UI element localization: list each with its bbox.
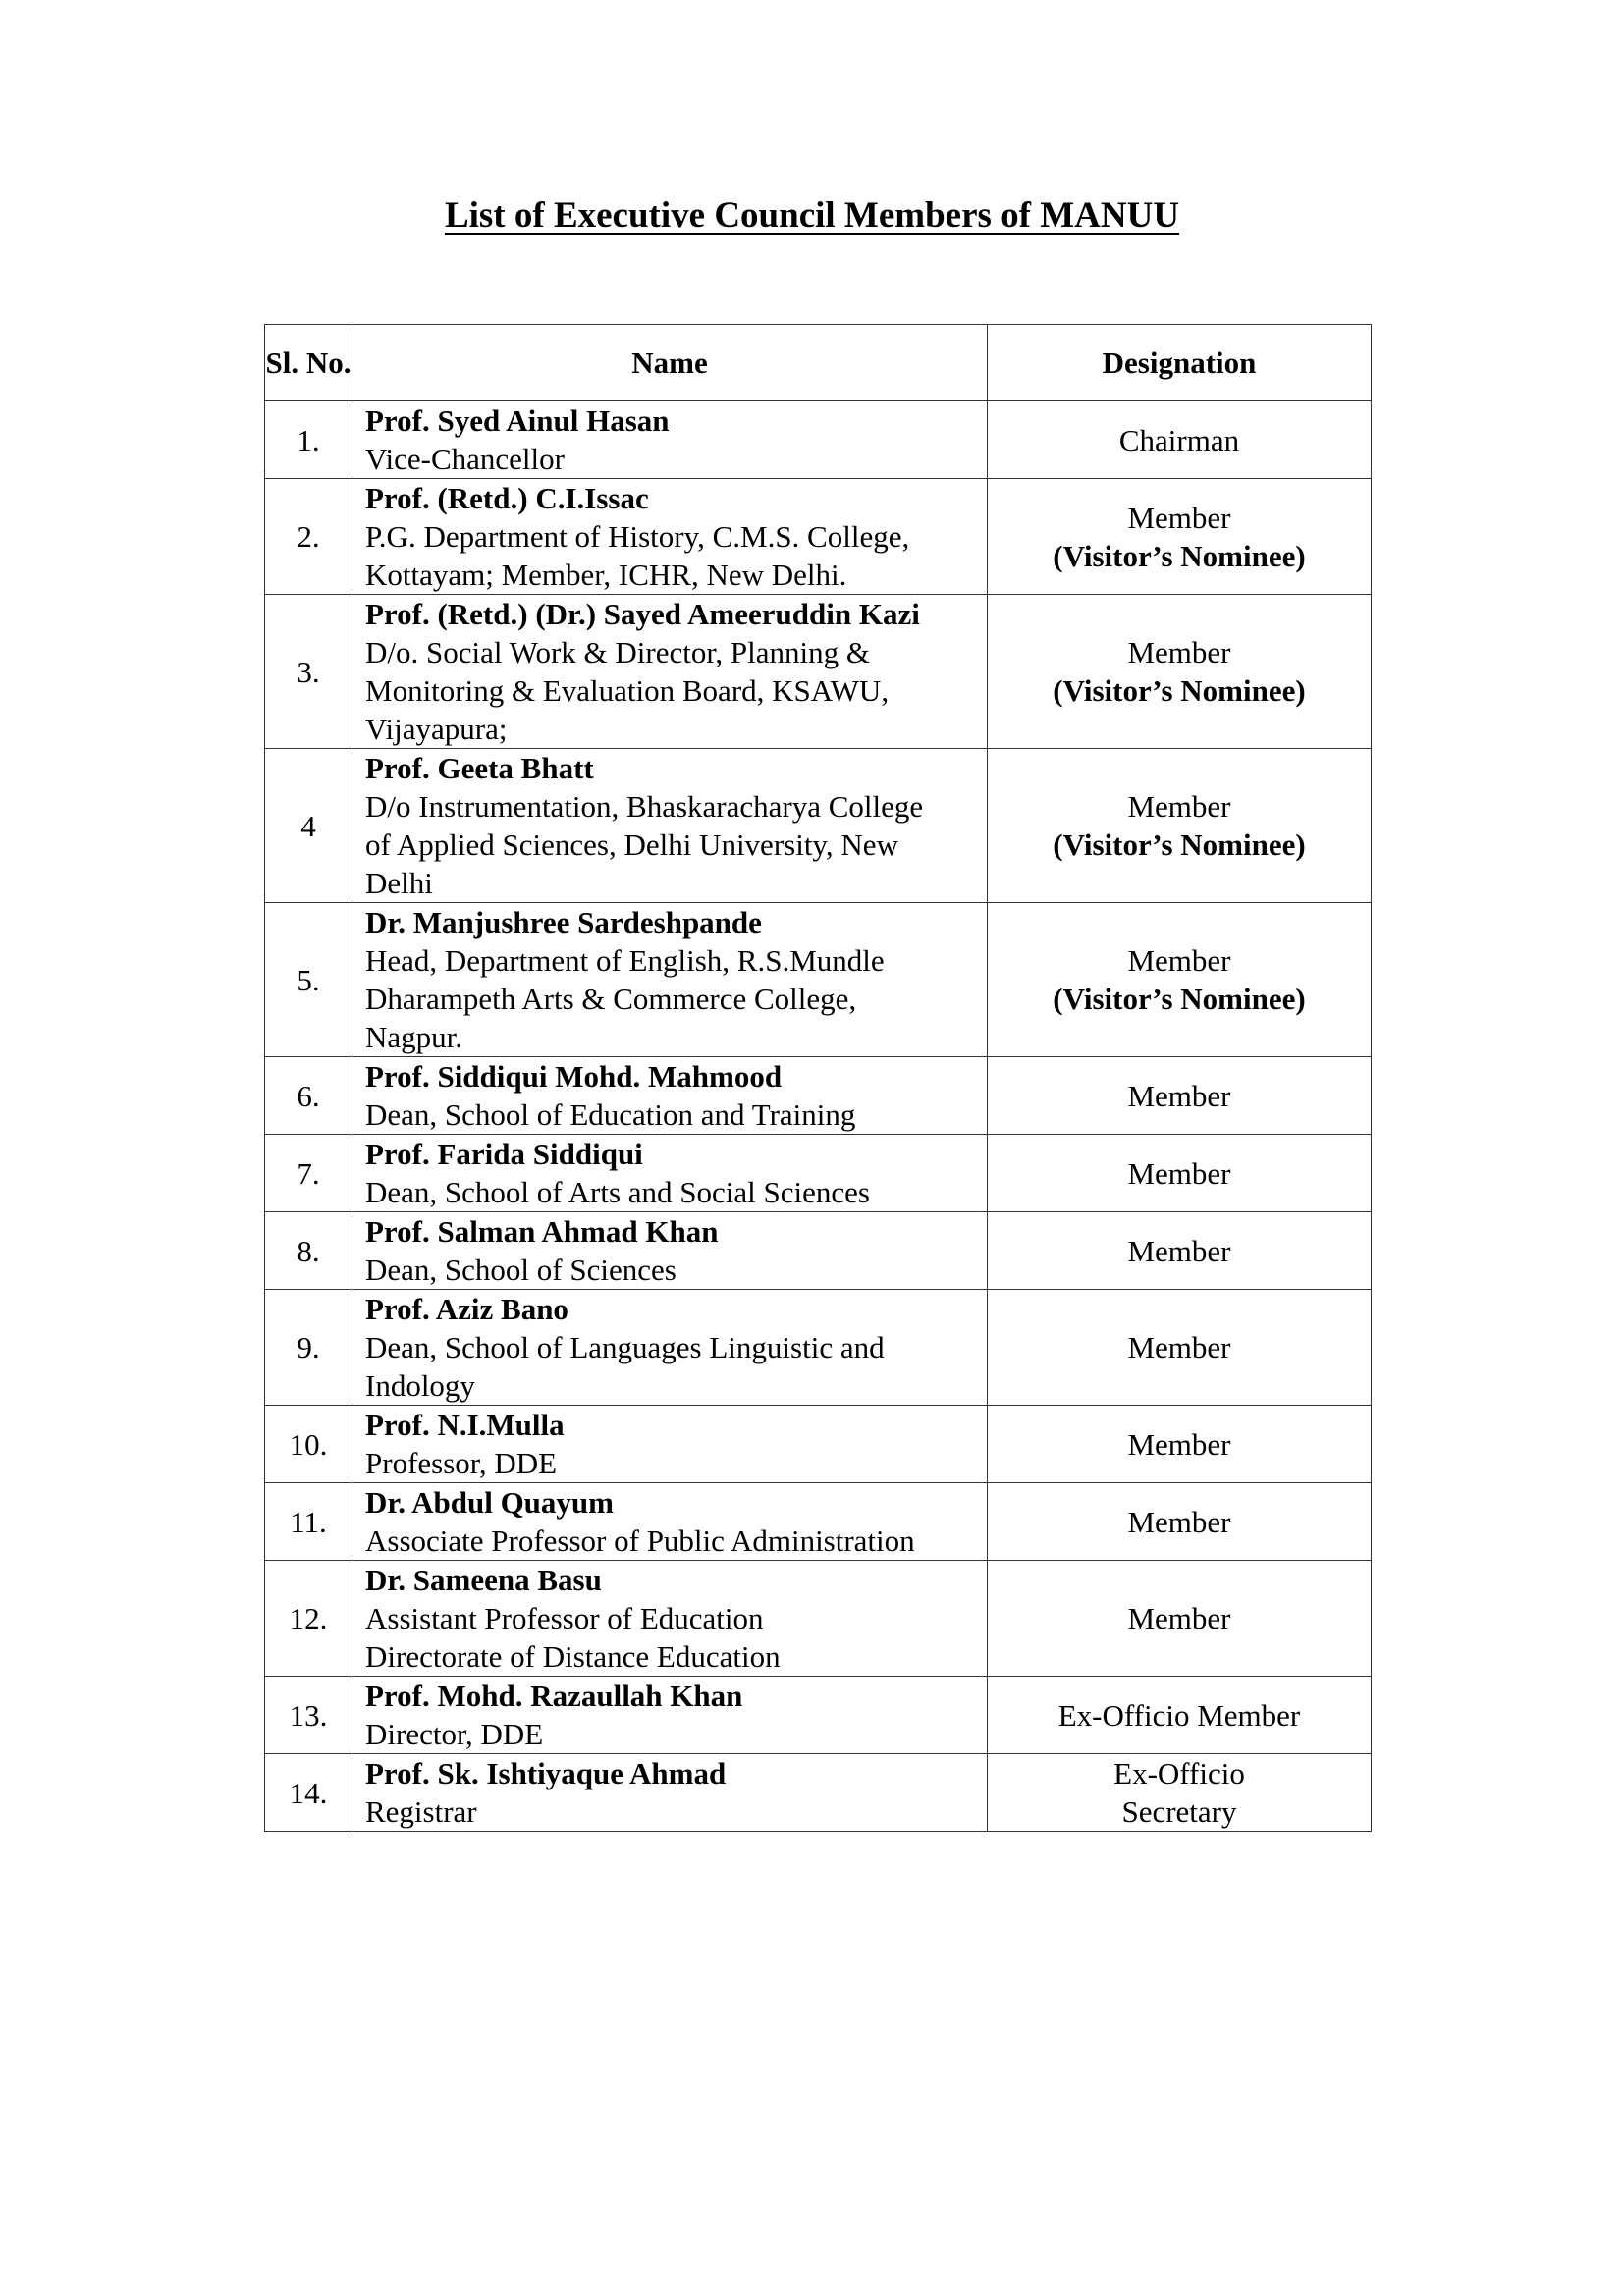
member-detail: Head, Department of English, R.S.Mundle: [365, 943, 885, 978]
member-cell: [352, 1754, 988, 1832]
member-cell: [352, 1135, 988, 1212]
designation: Member: [1127, 500, 1231, 535]
member-detail: Director, DDE: [365, 1717, 544, 1751]
serial-number: 9.: [265, 1290, 352, 1406]
table-row: [265, 1754, 1372, 1832]
header-sl-no: Sl. No.: [265, 325, 352, 401]
designation-cell: [988, 1483, 1372, 1561]
member-name: Prof. Geeta Bhatt: [365, 751, 594, 785]
member-detail: D/o. Social Work & Director, Planning &: [365, 635, 871, 669]
table-row: [265, 1212, 1372, 1290]
member-detail: Associate Professor of Public Administration: [365, 1523, 915, 1558]
member-name: Prof. Siddiqui Mohd. Mahmood: [365, 1059, 783, 1094]
designation-cell: [988, 1677, 1372, 1754]
member-name: Prof. (Retd.) C.I.Issac: [365, 481, 649, 515]
table-row: [265, 1290, 1372, 1406]
member-detail: Vice-Chancellor: [365, 442, 565, 476]
designation: Member: [1127, 1504, 1231, 1539]
member-detail: Indology: [365, 1368, 475, 1403]
member-cell: [352, 595, 988, 749]
member-cell: [352, 749, 988, 903]
member-cell: [352, 903, 988, 1057]
member-cell: [352, 1057, 988, 1135]
member-detail: Vijayapura;: [365, 712, 508, 746]
member-name: Prof. Sk. Ishtiyaque Ahmad: [365, 1756, 727, 1790]
member-detail: Registrar: [365, 1794, 477, 1829]
designation: Member: [1127, 1601, 1231, 1635]
serial-number: 3.: [265, 595, 352, 749]
designation-cell: [988, 1057, 1372, 1135]
serial-number: 8.: [265, 1212, 352, 1290]
table-header-row: [265, 325, 1372, 401]
designation: Member: [1127, 943, 1231, 978]
member-rows: [265, 401, 1372, 1832]
designation-nominee: (Visitor’s Nominee): [1053, 982, 1306, 1016]
designation-nominee: (Visitor’s Nominee): [1053, 538, 1306, 573]
member-name: Prof. Salman Ahmad Khan: [365, 1214, 719, 1249]
serial-number: 5.: [265, 903, 352, 1057]
member-detail: Dharampeth Arts & Commerce College,: [365, 982, 857, 1016]
designation-cell: [988, 1212, 1372, 1290]
designation-cell: [988, 479, 1372, 595]
member-name: Dr. Abdul Quayum: [365, 1485, 614, 1520]
designation-cell: [988, 1406, 1372, 1483]
serial-number: 10.: [265, 1406, 352, 1483]
serial-number: 6.: [265, 1057, 352, 1135]
designation-cell: [988, 595, 1372, 749]
member-detail: Professor, DDE: [365, 1446, 558, 1480]
member-detail: Directorate of Distance Education: [365, 1639, 781, 1674]
designation-cell: [988, 1135, 1372, 1212]
table-row: [265, 479, 1372, 595]
member-detail: Dean, School of Sciences: [365, 1253, 677, 1287]
serial-number: 7.: [265, 1135, 352, 1212]
member-name: Prof. Farida Siddiqui: [365, 1137, 643, 1171]
member-detail: Assistant Professor of Education: [365, 1601, 764, 1635]
member-name: Dr. Sameena Basu: [365, 1563, 602, 1597]
member-cell: [352, 1561, 988, 1677]
designation-cell: [988, 1561, 1372, 1677]
member-detail: Kottayam; Member, ICHR, New Delhi.: [365, 558, 847, 592]
serial-number: 4: [265, 749, 352, 903]
member-detail: Dean, School of Languages Linguistic and: [365, 1330, 885, 1364]
serial-number: 13.: [265, 1677, 352, 1754]
member-detail: of Applied Sciences, Delhi University, New: [365, 828, 898, 862]
designation-cell: [988, 1290, 1372, 1406]
designation: Ex-Officio: [1113, 1756, 1245, 1790]
designation-cell: [988, 903, 1372, 1057]
member-name: Prof. (Retd.) (Dr.) Sayed Ameeruddin Kazi: [365, 597, 920, 631]
header-name: Name: [352, 325, 988, 401]
designation: Secretary: [1121, 1794, 1237, 1829]
table-row: [265, 1677, 1372, 1754]
table-row: [265, 903, 1372, 1057]
member-cell: [352, 479, 988, 595]
table-row: [265, 595, 1372, 749]
member-cell: [352, 1406, 988, 1483]
header-designation: Designation: [988, 325, 1372, 401]
designation: Member: [1127, 1233, 1231, 1268]
serial-number: 14.: [265, 1754, 352, 1832]
designation: Member: [1127, 1426, 1231, 1462]
member-detail: P.G. Department of History, C.M.S. College,: [365, 519, 910, 554]
member-cell: [352, 1677, 988, 1754]
table-row: [265, 1135, 1372, 1212]
table-row: [265, 749, 1372, 903]
designation-cell: [988, 1754, 1372, 1832]
member-name: Dr. Manjushree Sardeshpande: [365, 905, 762, 939]
serial-number: 1.: [265, 401, 352, 479]
member-detail: Nagpur.: [365, 1020, 463, 1054]
designation-cell: [988, 749, 1372, 903]
designation-nominee: (Visitor’s Nominee): [1053, 828, 1306, 862]
member-detail: D/o Instrumentation, Bhaskaracharya College: [365, 789, 924, 824]
table-row: [265, 401, 1372, 479]
member-detail: Monitoring & Evaluation Board, KSAWU,: [365, 673, 890, 708]
designation: Member: [1127, 635, 1231, 669]
table-row: [265, 1483, 1372, 1561]
serial-number: 2.: [265, 479, 352, 595]
designation: Member: [1127, 1155, 1231, 1191]
member-cell: [352, 1212, 988, 1290]
designation-nominee: (Visitor’s Nominee): [1053, 673, 1306, 708]
table-row: [265, 1561, 1372, 1677]
council-members-table: [264, 324, 1372, 1832]
page-title: List of Executive Council Members of MANUU: [444, 195, 1180, 236]
member-name: Prof. N.I.Mulla: [365, 1408, 565, 1442]
designation: Ex-Officio Member: [1057, 1697, 1301, 1733]
member-detail: Dean, School of Arts and Social Sciences: [365, 1175, 870, 1209]
member-detail: Delhi: [365, 866, 433, 900]
member-name: Prof. Mohd. Razaullah Khan: [365, 1679, 743, 1713]
designation: Member: [1127, 789, 1231, 824]
member-cell: [352, 1290, 988, 1406]
designation-cell: [988, 401, 1372, 479]
member-name: Prof. Syed Ainul Hasan: [365, 403, 670, 438]
member-cell: [352, 401, 988, 479]
serial-number: 12.: [265, 1561, 352, 1677]
designation: Member: [1127, 1330, 1231, 1364]
member-name: Prof. Aziz Bano: [365, 1292, 568, 1326]
table-row: [265, 1406, 1372, 1483]
table-row: [265, 1057, 1372, 1135]
serial-number: 11.: [265, 1483, 352, 1561]
designation: Chairman: [1118, 422, 1240, 457]
member-detail: Dean, School of Education and Training: [365, 1097, 856, 1132]
designation: Member: [1127, 1078, 1231, 1113]
member-cell: [352, 1483, 988, 1561]
